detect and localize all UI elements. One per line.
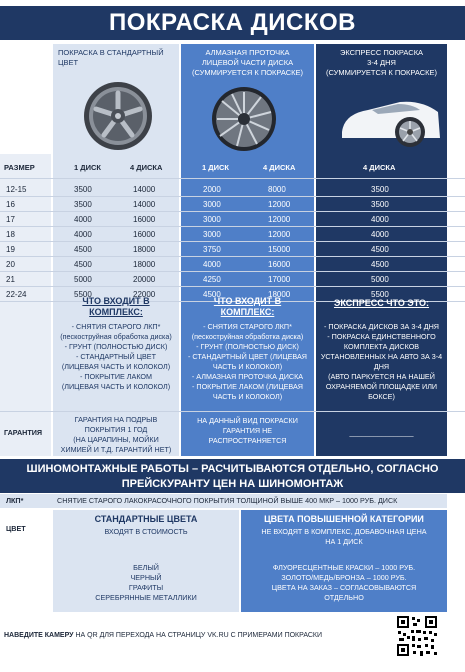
express-header-line1: ЭКСПРЕСС ПОКРАСКА (339, 48, 424, 57)
list-item: (ЛИЦЕВАЯ ЧАСТЬ И КОЛОКОЛ) (61, 382, 171, 391)
row-divider (0, 271, 465, 272)
express-4disk-cell: 4000 (371, 230, 389, 239)
express-included-title: ЭКСПРЕСС ЧТО ЭТО: (333, 298, 430, 308)
standard-included-title: ЧТО ВХОДИТ В КОМПЛЕКС: (82, 296, 150, 317)
list-item: (пескоструйная обработка диска) (191, 332, 304, 341)
diamond-4disk-cell: 12000 (268, 230, 291, 239)
list-item: СЕРЕБРЯННЫЕ МЕТАЛЛИКИ (95, 593, 197, 602)
size-cell: 21 (6, 275, 15, 284)
express-4disk-header: 4 ДИСКА (363, 163, 396, 172)
standard-4disk-cell: 14000 (133, 200, 156, 209)
list-item: КОМПЛЕКТА ДИСКОВ (343, 342, 420, 351)
list-item: БОКСЕ) (368, 392, 395, 401)
standard-1disk-cell: 5000 (74, 275, 92, 284)
diamond-1disk-cell: 3750 (203, 245, 221, 254)
premium-colors-title: ЦВЕТА ПОВЫШЕННОЙ КАТЕГОРИИ (264, 514, 424, 524)
standard-4disk-cell: 22000 (133, 290, 156, 299)
list-item: ЧАСТЬ И КОЛОКОЛ) (212, 392, 283, 401)
tire-service-banner (0, 459, 465, 493)
express-header (316, 48, 447, 78)
list-item: - ПОКРАСКА ЕДИНСТВЕННОГО (327, 332, 436, 341)
footer-bold: НАВЕДИТЕ КАМЕРУ (4, 632, 74, 639)
list-item: ОТДЕЛЬНО (324, 593, 364, 602)
express-car-image (338, 92, 442, 148)
diamond-header-line1: АЛМАЗНАЯ ПРОТОЧКА (205, 48, 290, 57)
lkp-label: ЛКП* (6, 496, 24, 505)
standard-4disk-cell: 16000 (133, 230, 156, 239)
warranty-line: РАСПРОСТРАНЯЕТСЯ (208, 436, 287, 445)
express-header-line2: 3-4 ДНЯ (367, 58, 396, 67)
standard-warranty (53, 415, 179, 455)
warranty-line: ГАРАНТИЯ НЕ (222, 426, 273, 435)
diamond-4disk-cell: 18000 (268, 290, 291, 299)
standard-1disk-cell: 5500 (74, 290, 92, 299)
express-header-line3: (СУММИРУЕТСЯ К ПОКРАСКЕ) (325, 68, 438, 77)
standard-1disk-cell: 4000 (74, 230, 92, 239)
express-4disk-cell: 4000 (371, 215, 389, 224)
list-item: - ГРУНТ (ПОЛНОСТЬЮ ДИСК) (196, 342, 299, 351)
row-divider (0, 256, 465, 257)
list-item: - ПОКРЫТИЕ ЛАКОМ (ЛИЦЕВАЯ (192, 382, 303, 391)
list-item: ФЛУОРЕСЦЕНТНЫЕ КРАСКИ – 1000 РУБ. (272, 563, 416, 572)
warranty-line: НА ДАННЫЙ ВИД ПОКРАСКИ (197, 416, 298, 425)
row-divider (0, 241, 465, 242)
row-divider (0, 411, 465, 412)
express-4disk-cell: 4500 (371, 260, 389, 269)
color-label: ЦВЕТ (6, 524, 26, 533)
row-divider (0, 196, 465, 197)
diamond-4disk-cell: 12000 (268, 200, 291, 209)
size-cell: 18 (6, 230, 15, 239)
size-cell: 17 (6, 215, 15, 224)
standard-4disk-cell: 18000 (133, 245, 156, 254)
express-4disk-cell: 3500 (371, 185, 389, 194)
standard-colors-list (53, 563, 239, 603)
list-item: (пескоструйная обработка диска) (60, 332, 172, 341)
standard-4disk-cell: 16000 (133, 215, 156, 224)
diamond-4disk-cell: 8000 (268, 185, 286, 194)
express-4disk-cell: 5000 (371, 275, 389, 284)
diamond-header (181, 48, 314, 78)
size-cell: 12-15 (6, 185, 27, 194)
diamond-4disk-cell: 17000 (268, 275, 291, 284)
size-cell: 22-24 (6, 290, 27, 299)
standard-header: ПОКРАСКА В СТАНДАРТНЫЙ ЦВЕТ (58, 48, 164, 67)
list-item: - СТАНДАРТНЫЙ ЦВЕТ (ЛИЦЕВАЯ (188, 352, 307, 361)
row-divider (0, 178, 465, 179)
lkp-text: СНЯТИЕ СТАРОГО ЛАКОКРАСОЧНОГО ПОКРЫТИЯ ТОЛЩИНОЙ ВЫШЕ 400 МКР – 1000 РУБ. ДИСК (57, 496, 398, 505)
list-item: ЧАСТЬ И КОЛОКОЛ) (212, 362, 283, 371)
diamond-1disk-cell: 3000 (203, 230, 221, 239)
standard-4disk-cell: 14000 (133, 185, 156, 194)
list-item: УСТАНОВЛЕННЫХ НА АВТО ЗА 3-4 (320, 352, 443, 361)
size-cell: 20 (6, 260, 15, 269)
diamond-1disk-cell: 3000 (203, 200, 221, 209)
list-item: ЗОЛОТО/МЕДЬ/БРОНЗА – 1000 РУБ. (281, 573, 407, 582)
diamond-4disk-cell: 12000 (268, 215, 291, 224)
list-item: - АЛМАЗНАЯ ПРОТОЧКА ДИСКА (191, 372, 304, 381)
warranty-line: ПОКРЫТИЯ 1 ГОД (84, 425, 148, 434)
diamond-1disk-cell: 4500 (203, 290, 221, 299)
row-divider (0, 286, 465, 287)
diamond-1disk-header: 1 ДИСК (202, 163, 229, 172)
list-item: ОХРАНЯЕМОЙ ПЛОЩАДКЕ ИЛИ (325, 382, 438, 391)
list-item: ЧЕРНЫЙ (130, 573, 162, 582)
premium-colors-list (241, 563, 447, 603)
qr-code-icon[interactable] (395, 614, 439, 658)
diamond-warranty (181, 416, 314, 446)
standard-1disk-cell: 4500 (74, 245, 92, 254)
standard-4disk-header: 4 ДИСКА (130, 163, 163, 172)
standard-colors-sub: ВХОДЯТ В СТОИМОСТЬ (104, 527, 188, 536)
diamond-1disk-cell: 2000 (203, 185, 221, 194)
warranty-label: ГАРАНТИЯ (4, 428, 43, 437)
banner-line1: ШИНОМОНТАЖНЫЕ РАБОТЫ – РАСЧИТЫВАЮТСЯ ОТДЕЛЬНО, СОГЛАСНО (26, 463, 439, 475)
premium-colors-sub1: НЕ ВХОДЯТ В КОМПЛЕКС, ДОБАВОЧНАЯ ЦЕНА (261, 527, 427, 536)
standard-1disk-header: 1 ДИСК (74, 163, 101, 172)
list-item: - ГРУНТ (ПОЛНОСТЬЮ ДИСК) (64, 342, 168, 351)
express-included-list (316, 322, 447, 402)
standard-1disk-cell: 4500 (74, 260, 92, 269)
list-item: - СНЯТИЯ СТАРОГО ЛКП* (203, 322, 292, 331)
premium-colors-sub2: НА 1 ДИСК (325, 537, 363, 546)
diamond-included-list (181, 322, 314, 402)
standard-4disk-cell: 20000 (133, 275, 156, 284)
list-item: ДНЯ (373, 362, 390, 371)
list-item: ЦВЕТА НА ЗАКАЗ – СОГЛАСОВЫВАЮТСЯ (271, 583, 417, 592)
page-title: ПОКРАСКА ДИСКОВ (0, 6, 465, 40)
row-divider (0, 226, 465, 227)
standard-1disk-cell: 3500 (74, 200, 92, 209)
diamond-1disk-cell: 4000 (203, 260, 221, 269)
size-cell: 19 (6, 245, 15, 254)
warranty-line: (НА ЦАРАПИНЫ, МОЙКИ (73, 435, 159, 444)
diamond-header-line2: ЛИЦЕВОЙ ЧАСТИ ДИСКА (201, 58, 294, 67)
list-item: ГРАФИТЫ (128, 583, 164, 592)
list-item: - СНЯТИЯ СТАРОГО ЛКП* (71, 322, 161, 331)
banner-line2: ПРЕЙСКУРАНТУ ЦЕН НА ШИНОМОНТАЖ (121, 478, 344, 490)
list-item: - ПОКРЫТИЕ ЛАКОМ (79, 372, 153, 381)
diamond-wheel-image (208, 86, 280, 152)
footer-text (4, 631, 384, 641)
list-item: БЕЛЫЙ (133, 563, 159, 572)
standard-wheel-image (78, 79, 158, 153)
size-header: РАЗМЕР (4, 163, 35, 172)
list-item: (ЛИЦЕВАЯ ЧАСТЬ И КОЛОКОЛ) (61, 362, 171, 371)
footer-rest: НА QR ДЛЯ ПЕРЕХОДА НА СТРАНИЦУ VK.RU С ПРИМЕРАМИ ПОКРАСКИ (73, 632, 323, 639)
express-4disk-cell: 3500 (371, 200, 389, 209)
list-item: - СТАНДАРТНЫЙ ЦВЕТ (75, 352, 156, 361)
diamond-1disk-cell: 3000 (203, 215, 221, 224)
diamond-included-title: ЧТО ВХОДИТ В КОМПЛЕКС: (213, 296, 282, 317)
diamond-4disk-cell: 15000 (268, 245, 291, 254)
size-cell: 16 (6, 200, 15, 209)
standard-colors-title: СТАНДАРТНЫЕ ЦВЕТА (94, 514, 198, 524)
express-4disk-cell: 4500 (371, 245, 389, 254)
warranty-line: ГАРАНТИЯ НА ПОДРЫВ (74, 415, 158, 424)
diamond-header-line3: (СУММИРУЕТСЯ К ПОКРАСКЕ) (191, 68, 304, 77)
express-warranty: ________________ (349, 428, 414, 437)
standard-1disk-cell: 3500 (74, 185, 92, 194)
warranty-line: ХИМИЕЙ И Т.Д. ГАРАНТИЙ НЕТ) (60, 445, 172, 454)
row-divider (0, 211, 465, 212)
diamond-4disk-header: 4 ДИСКА (263, 163, 296, 172)
express-4disk-cell: 5500 (371, 290, 389, 299)
standard-1disk-cell: 4000 (74, 215, 92, 224)
standard-included-list (53, 322, 179, 392)
list-item: (АВТО ПАРКУЕТСЯ НА НАШЕЙ (328, 372, 435, 381)
list-item: - ПОКРАСКА ДИСКОВ ЗА 3-4 ДНЯ (324, 322, 439, 331)
diamond-1disk-cell: 4250 (203, 275, 221, 284)
diamond-4disk-cell: 16000 (268, 260, 291, 269)
standard-4disk-cell: 18000 (133, 260, 156, 269)
